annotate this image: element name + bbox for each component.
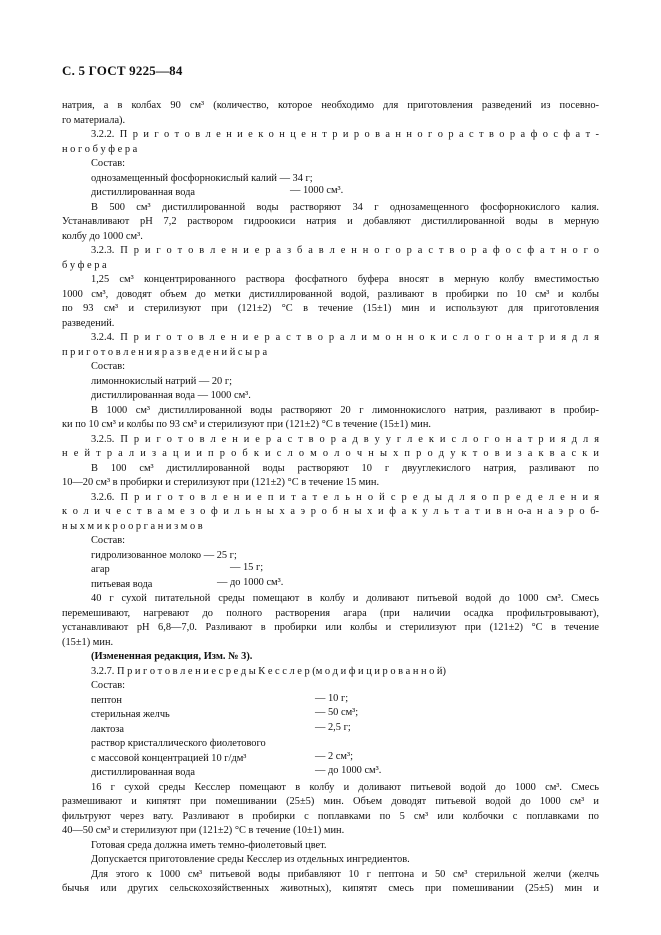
text-line: колбу до 1000 см³. (62, 231, 143, 242)
text-line: Состав: (91, 158, 126, 169)
section-heading: 3.2.7. П р и г о т о в л е н и е с р е д ы К е с с л е р (м о д и ф и ц и р о в а н н о й) (91, 666, 446, 677)
ingredient-line: питьевая вода (91, 579, 153, 590)
text-line: Состав: (91, 361, 126, 372)
text-line: бычья или других сельскохозяйственных животных), кипятят смесь при помешивании (25±5) мин и (62, 883, 599, 894)
section-heading: п р и г о т о в л е н и я р а з в е д е н и й с ы р а (62, 347, 268, 358)
text-line: Допускается приготовление среды Кесслер из отдельных ингредиентов. (91, 854, 410, 865)
ingredient-line: лактоза (91, 724, 125, 735)
text-line: (15±1) мин. (62, 637, 114, 648)
text-line: по 93 см³ и стерилизуют при (121±2) °С в течение (15±1) мин и используют для приготовления (62, 303, 599, 314)
text-line: В 1000 см³ дистиллированной воды растворяют 20 г лимоннокислого натрия, разливают в пробир- (91, 405, 599, 416)
amendment-note: (Измененная редакция, Изм. № 3). (91, 651, 253, 662)
text-line: перемешивают, нагревают до полного растворения агара (при наличии осадка профильтровывают), (62, 608, 599, 619)
section-heading: 3.2.5. П р и г о т о в л е н и е р а с т в о р а д в у у г л е к и с л о г о н а т р и я д л я (91, 434, 599, 445)
text-line: 40—50 см³ и стерилизуют при (121±2) °С в течение (10±1) мин. (62, 825, 345, 836)
ingredient-line: пептон (91, 695, 122, 706)
ingredient-amount: — до 1000 см³. (217, 577, 284, 588)
text-line: 40 г сухой питательной среды помещают в колбу и доливают питьевой водой до 1000 см³. Смесь (91, 593, 599, 604)
ingredient-line: дистиллированная вода (91, 187, 196, 198)
text-line: ки по 10 см³ и колбы по 93 см³ и стерилизуют при (121±2) °С в течение (15±1) мин. (62, 419, 432, 430)
ingredient-amount: — 1000 см³. (290, 185, 344, 196)
text-line: 16 г сухой среды Кесслер помещают в колбу и доливают питьевой водой до 1000 см³. Смесь (91, 782, 599, 793)
text-line: Состав: (91, 535, 126, 546)
section-heading: б у ф е р а (62, 260, 107, 271)
ingredient-line: гидролизованное молоко — 25 г; (91, 550, 237, 561)
ingredient-line: лимоннокислый натрий — 20 г; (91, 376, 232, 387)
text-line: натрия, а в колбах 90 см³ (количество, которое необходимо для приготовления разведений из посевно- (62, 100, 599, 111)
ingredient-line: однозамещенный фосфорнокислый калий — 34 г; (91, 173, 313, 184)
text-line: 10—20 см³ в пробирки и стерилизуют при (121±2) °С в течение 15 мин. (62, 477, 380, 488)
ingredient-line: агар (91, 564, 110, 575)
section-heading: 3.2.2. П р и г о т о в л е н и е к о н ц е н т р и р о в а н н о г о р а с т в о р а ф о с ф а т - (91, 129, 599, 140)
text-line: 1,25 см³ концентрированного раствора фосфатного буфера вносят в мерную колбу вместимостью (91, 274, 599, 285)
ingredient-amount: — до 1000 см³. (315, 765, 382, 776)
text-line: го материала). (62, 115, 126, 126)
section-heading: 3.2.6. П р и г о т о в л е н и е п и т а т е л ь н о й с р е д ы д л я о п р е д е л е н и я (91, 492, 599, 503)
ingredient-line: дистиллированная вода — 1000 см³. (91, 390, 251, 401)
page-header: С. 5 ГОСТ 9225—84 (62, 63, 183, 78)
text-line: фильтруют через вату. Разливают в пробирки с поплавками по 5 см³ или колбочки с поплавками по (62, 811, 599, 822)
text-line: Устанавливают рН 7,2 раствором гидроокиси натрия и добавляют дистиллированной воды в мерную (62, 216, 599, 227)
text-line: разведений. (62, 318, 115, 329)
text-line: В 500 см³ дистиллированной воды растворяют 34 г однозамещенного фосфорнокислого калия. (91, 202, 599, 213)
ingredient-line: дистиллированная вода (91, 767, 196, 778)
text-line: размешивают и кипятят при помешивании (25±5) мин. Объем доводят питьевой водой до 1000 см³ и (62, 796, 599, 807)
text-line: 1000 см³, доводят объем до метки дистиллированной водой, разливают в пробирки по 10 см³ и колбы (62, 289, 599, 300)
section-heading: 3.2.4. П р и г о т о в л е н и е р а с т в о р а л и м о н н о к и с л о г о н а т р и я д л я (91, 332, 599, 343)
text-line: Для этого к 1000 см³ питьевой воды прибавляют 10 г пептона и 50 см³ стерильной желчи (желчь (91, 869, 599, 880)
section-heading: н о г о б у ф е р а (62, 144, 138, 155)
section-heading: н е й т р а л и з а ц и и п р о б к и с л о м о л о ч н ы х п р о д у к т о в и з а к в а с к и (62, 448, 599, 459)
text-line: Готовая среда должна иметь темно-фиолетовый цвет. (91, 840, 327, 851)
ingredient-line: с массовой концентрацией 10 г/дм³ (91, 753, 247, 764)
text-line: В 100 см³ дистиллированной воды растворяют 10 г двууглекислого натрия, разливают по (91, 463, 599, 474)
ingredient-line: стерильная желчь (91, 709, 170, 720)
text-line: устанавливают рН 6,8—7,0. Разливают в пробирки или колбы и стерилизуют при (121±2) °С в течение (62, 622, 599, 633)
text-line: Состав: (91, 680, 126, 691)
ingredient-amount: — 2,5 г; (315, 722, 351, 733)
section-heading: 3.2.3. П р и г о т о в л е н и е р а з б а в л е н н о г о р а с т в о р а ф о с ф а т н о г о (91, 245, 599, 256)
ingredient-amount: — 10 г; (315, 693, 349, 704)
section-heading: н ы х м и к р о о р г а н и з м о в (62, 521, 203, 532)
ingredient-line: раствор кристаллического фиолетового (91, 738, 266, 749)
ingredient-amount: — 15 г; (230, 562, 264, 573)
ingredient-amount: — 50 см³; (315, 707, 359, 718)
section-heading: к о л и ч е с т в а м е з о ф и л ь н ы х а э р о б н ы х и ф а к у л ь т а т и в н о-а н а э р о б- (62, 506, 599, 517)
ingredient-amount: — 2 см³; (315, 751, 353, 762)
